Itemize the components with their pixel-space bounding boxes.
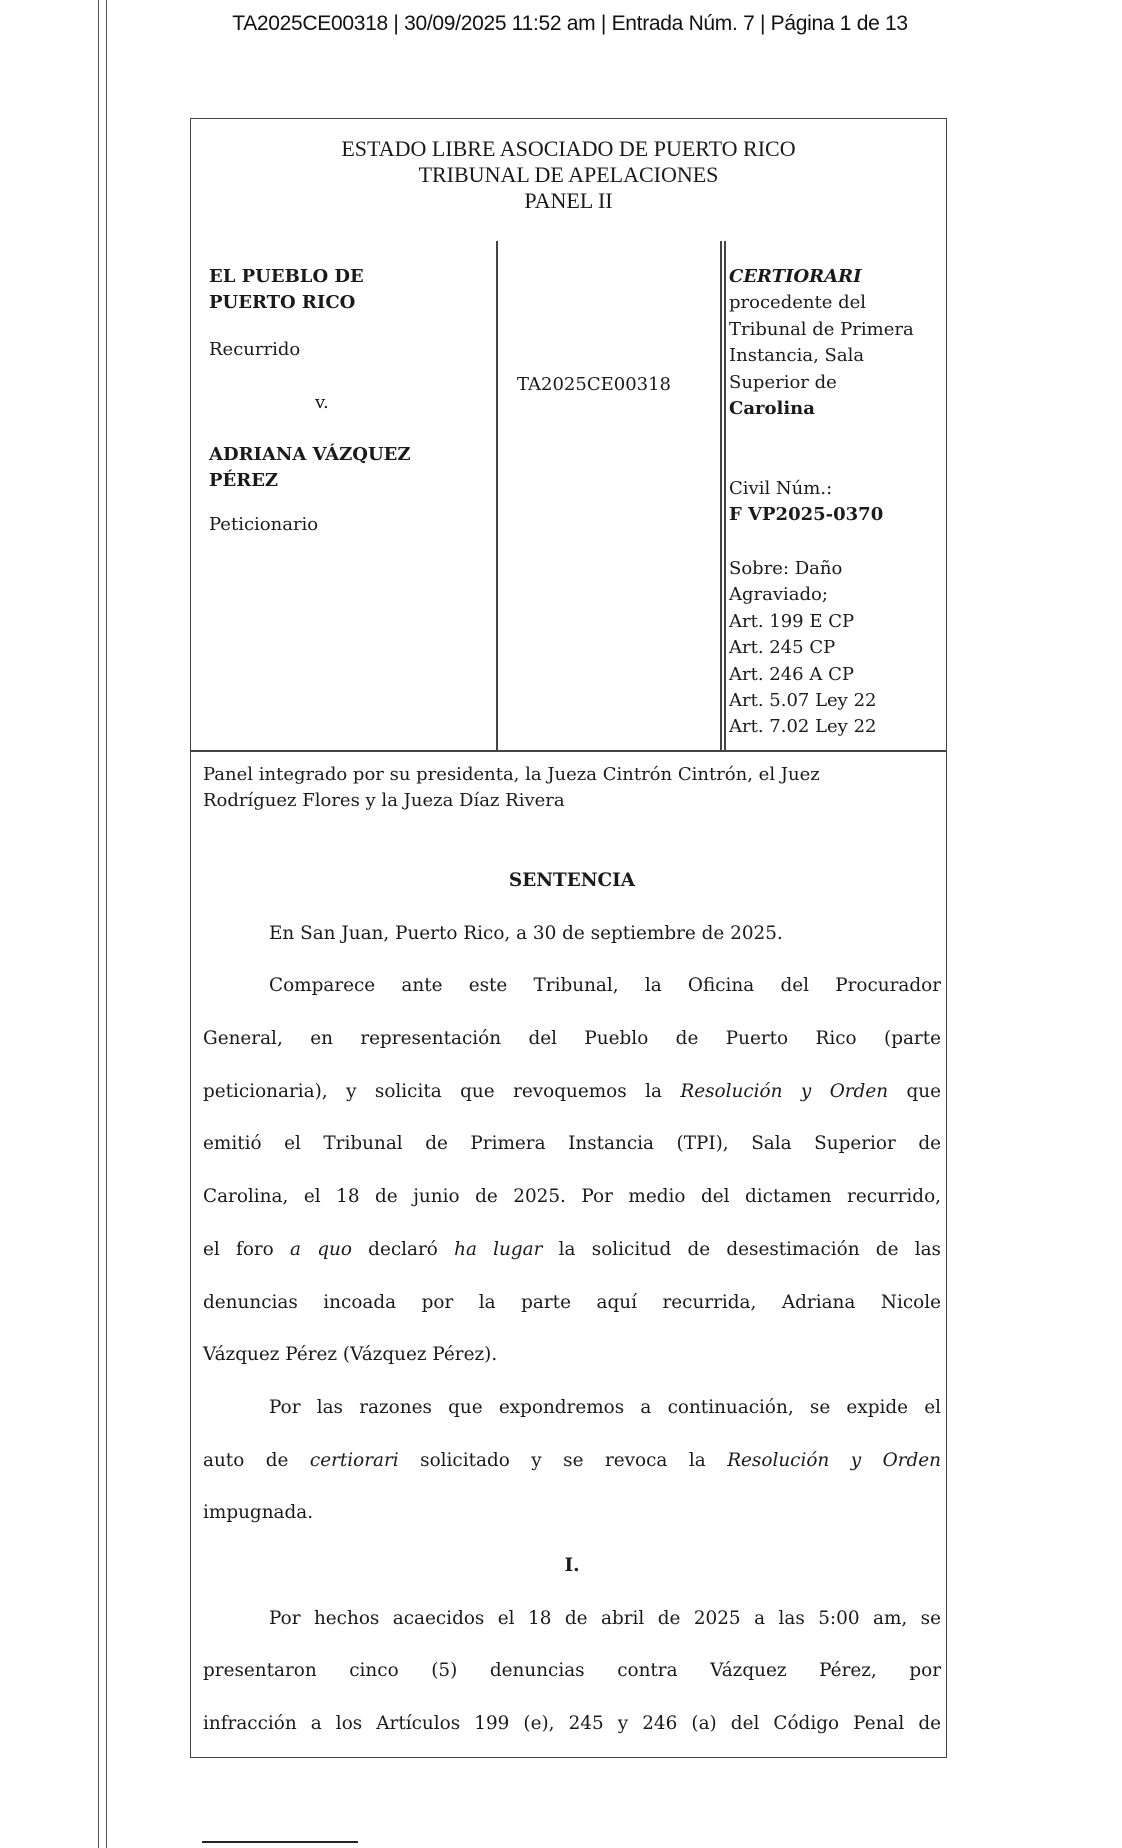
body-line bbox=[203, 1118, 941, 1171]
section-heading bbox=[203, 1540, 941, 1593]
body-line bbox=[203, 1013, 941, 1066]
body-line bbox=[203, 1435, 941, 1488]
text-segment: la solicitud de desestimación de las bbox=[542, 1238, 941, 1260]
text-segment: I. bbox=[564, 1554, 580, 1576]
title-court: TRIBUNAL DE APELACIONES bbox=[418, 162, 719, 187]
panel-line: Rodríguez Flores y la Jueza Díaz Rivera bbox=[203, 790, 565, 812]
plaintiff-name bbox=[209, 264, 364, 317]
body-line bbox=[203, 1224, 941, 1277]
versus: v. bbox=[315, 392, 329, 413]
origin-line: Tribunal de Primera bbox=[729, 318, 914, 340]
caption-divider-right-a bbox=[720, 241, 722, 751]
case-number: TA2025CE00318 bbox=[517, 374, 672, 395]
civil-label: Civil Núm.: bbox=[729, 478, 833, 499]
subject-line: Agraviado; bbox=[729, 584, 828, 606]
judgment-body bbox=[203, 855, 941, 1751]
italic-text: Resolución y Orden bbox=[680, 1080, 889, 1102]
text-segment: Por hechos acaecidos el 18 de abril de 2025 a las 5:00 am, se bbox=[269, 1607, 941, 1629]
origin-place: Carolina bbox=[729, 398, 815, 420]
text-segment: emitió el Tribunal de Primera Instancia (TPI), Sala Superior de bbox=[203, 1133, 941, 1155]
body-line bbox=[203, 908, 941, 961]
body-line bbox=[203, 1171, 941, 1224]
defendant-role: Peticionario bbox=[209, 514, 319, 535]
civil-number-block bbox=[729, 476, 883, 529]
panel-line: Panel integrado por su presidenta, la Jueza Cintrón Cintrón, el Juez bbox=[203, 764, 820, 785]
italic-text: Resolución y Orden bbox=[727, 1449, 942, 1471]
text-segment: el foro bbox=[203, 1238, 291, 1260]
italic-text: certiorari bbox=[309, 1449, 399, 1471]
body-line bbox=[203, 1698, 941, 1751]
plaintiff-line: EL PUEBLO DE bbox=[209, 266, 364, 287]
title-panel: PANEL II bbox=[524, 188, 613, 213]
defendant-line: PÉREZ bbox=[209, 470, 279, 492]
page-edge-line-right bbox=[106, 0, 107, 1848]
italic-text: ha lugar bbox=[454, 1238, 543, 1260]
plaintiff-role: Recurrido bbox=[209, 339, 301, 360]
text-segment: impugnada. bbox=[203, 1502, 314, 1524]
writ-type: CERTIORARI bbox=[729, 266, 862, 287]
subject-line: Sobre: Daño bbox=[729, 558, 843, 579]
subject-line: Art. 199 E CP bbox=[729, 610, 855, 632]
text-segment: Vázquez Pérez (Vázquez Pérez). bbox=[203, 1344, 498, 1366]
subject-line: Art. 245 CP bbox=[729, 637, 836, 659]
text-segment: declaró bbox=[351, 1238, 455, 1260]
defendant-line: ADRIANA VÁZQUEZ bbox=[209, 444, 411, 465]
section-heading bbox=[203, 855, 941, 908]
subject-line: Art. 7.02 Ley 22 bbox=[729, 716, 877, 738]
body-line bbox=[203, 1329, 941, 1382]
text-segment: General, en representación del Pueblo de Puerto Rico (parte bbox=[203, 1028, 941, 1050]
writ-origin bbox=[729, 264, 914, 422]
body-line bbox=[203, 1382, 941, 1435]
body-line bbox=[203, 960, 941, 1013]
subject-line: Art. 246 A CP bbox=[729, 663, 854, 685]
caption-divider-left bbox=[496, 241, 498, 751]
text-segment: solicitado y se revoca la bbox=[398, 1449, 728, 1471]
civil-number: F VP2025-0370 bbox=[729, 504, 884, 526]
page-edge-line-left bbox=[98, 0, 99, 1848]
text-segment: presentaron cinco (5) denuncias contra Vázquez Pérez, por bbox=[203, 1660, 941, 1682]
origin-line: procedente del bbox=[729, 292, 867, 314]
subject-line: Art. 5.07 Ley 22 bbox=[729, 690, 877, 712]
caption-and-body-box bbox=[190, 118, 947, 1758]
text-segment: que bbox=[888, 1080, 941, 1102]
title-state: ESTADO LIBRE ASOCIADO DE PUERTO RICO bbox=[341, 136, 796, 161]
filing-stamp-header: TA2025CE00318 | 30/09/2025 11:52 am | Entrada Núm. 7 | Página 1 de 13 bbox=[232, 12, 908, 35]
subject-block bbox=[729, 556, 876, 741]
text-segment: denuncias incoada por la parte aquí recurrida, Adriana Nicole bbox=[203, 1291, 941, 1313]
text-segment: Por las razones que expondremos a continuación, se expide el bbox=[269, 1396, 941, 1418]
body-line bbox=[203, 1277, 941, 1330]
text-segment: auto de bbox=[203, 1449, 310, 1471]
defendant-name bbox=[209, 442, 411, 495]
body-line bbox=[203, 1066, 941, 1119]
text-segment: Carolina, el 18 de junio de 2025. Por medio del dictamen recurrido, bbox=[203, 1186, 941, 1208]
panel-composition bbox=[203, 762, 820, 815]
text-segment: En San Juan, Puerto Rico, a 30 de septiembre de 2025. bbox=[269, 922, 783, 944]
body-line bbox=[203, 1487, 941, 1540]
text-segment: Comparece ante este Tribunal, la Oficina del Procurador bbox=[269, 975, 941, 997]
origin-line: Superior de bbox=[729, 371, 837, 393]
text-segment: infracción a los Artículos 199 (e), 245 y 246 (a) del Código Penal de bbox=[203, 1713, 941, 1734]
text-segment: peticionaria), y solicita que revoquemos la bbox=[203, 1080, 681, 1102]
body-line bbox=[203, 1645, 941, 1698]
plaintiff-line: PUERTO RICO bbox=[209, 292, 356, 314]
origin-line: Instancia, Sala bbox=[729, 345, 865, 367]
text-segment: SENTENCIA bbox=[508, 870, 636, 891]
body-line bbox=[203, 1593, 941, 1646]
italic-text: a quo bbox=[290, 1238, 352, 1260]
footnote-separator bbox=[202, 1841, 358, 1843]
caption-divider-right-b bbox=[724, 241, 726, 751]
caption-bottom-divider bbox=[191, 750, 946, 752]
